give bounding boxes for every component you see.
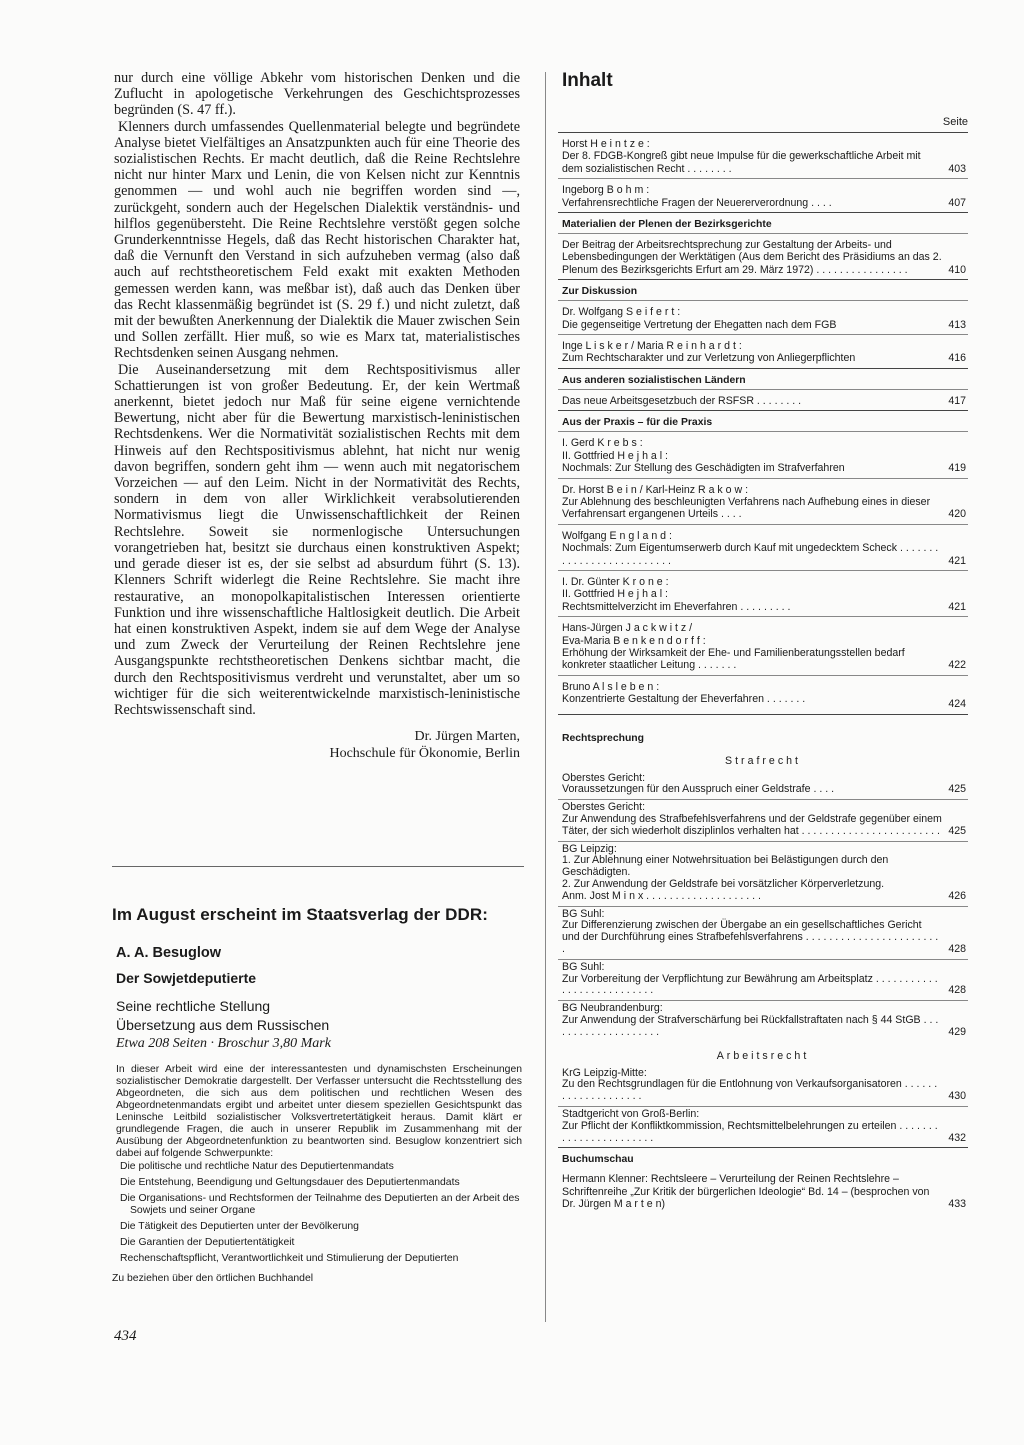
toc-entry-title: Rechtsmittelverzicht im Eheverfahren . . . . . . . . .: [562, 600, 791, 613]
toc-case-court: BG Neubrandenburg:: [562, 1002, 663, 1015]
toc-case-court: Oberstes Gericht:: [562, 801, 646, 814]
toc-entry[interactable]: [558, 616, 968, 675]
toc-entry-page: 433: [948, 1198, 966, 1211]
toc-case-court: BG Leipzig:: [562, 842, 617, 855]
toc-case-court: BG Suhl:: [562, 907, 605, 920]
toc-section-heading: Aus anderen sozialistischen Ländern: [558, 368, 968, 389]
ad-topic: Die Tätigkeit des Deputierten unter der Bevölkerung: [120, 1221, 359, 1232]
review-paragraph: nur durch eine völlige Abkehr vom historischen Denken und die Zuflucht in apologetische Verkehrungen des Geschichtsprozesses begründen (S. 47 ff.).: [114, 70, 520, 119]
toc-entry-author: Horst H e i n t z e :: [562, 138, 650, 150]
toc-entry-page: 403: [948, 162, 966, 175]
toc-entry-page: 424: [948, 698, 966, 711]
ad-book-title: Der Sowjetdeputierte: [116, 970, 257, 986]
toc-entry-author: Bruno A l s l e b e n :: [562, 680, 660, 693]
toc-subsection-heading: Arbeitsrecht: [716, 1049, 810, 1062]
toc-entry-page: 416: [948, 352, 966, 365]
toc-entry[interactable]: [558, 334, 968, 368]
ad-topic: Die Organisations- und Rechtsformen der Teilnahme des Deputierten an der Arbeit des Sowjets und seiner Organe: [120, 1193, 520, 1216]
ad-book-subtitle: Seine rechtliche Stellung: [116, 998, 271, 1014]
toc-case-title: Zu den Rechtsgrundlagen für die Entlohnung von Verkaufsorganisatoren . . . . . . . . . . . . . . . . . . . .: [562, 1078, 938, 1103]
toc-case-title: Zur Anwendung des Strafbefehlsverfahrens und der Geldstrafe gegenüber einem Täter, der sich wiederholt disziplinlos verhalten hat . . . . . . . . . . . . . . . . . . . . . . . .: [562, 812, 942, 837]
toc-entry[interactable]: [558, 300, 968, 334]
toc-entry-title: Konzentrierte Gestaltung der Eheverfahren . . . . . . .: [562, 693, 806, 706]
ad-topic: Die Entstehung, Beendigung und Geltungsdauer des Deputiertenmandats: [120, 1177, 460, 1188]
toc-case-entry[interactable]: [558, 906, 968, 959]
toc-entry-title: Erhöhung der Wirksamkeit der Ehe- und Familienberatungsstellen bedarf konkreter staatlicher Leitung . . . . . . .: [562, 646, 905, 672]
toc-case-title: Zur Pflicht der Konfliktkommission, Rechtsmittelbelehrungen zu erteilen . . . . . . . . . . . . . . . . . . . . . . .: [562, 1119, 938, 1144]
toc-case-title: 1. Zur Ablehnung einer Notwehrsituation bei Belästigungen durch den Geschädigten. 2. Zur Anwendung der Geldstrafe bei vorsätzlicher Körperverletzung. Anm. Jost M i n x . . . . . . . . . . . . . . . . . . . .: [562, 854, 889, 902]
toc-case-court: KrG Leipzig-Mitte:: [562, 1066, 647, 1079]
toc-subsection-heading: Strafrecht: [725, 754, 801, 767]
review-signature: [114, 728, 520, 762]
toc-section-heading: Buchumschau: [558, 1147, 968, 1168]
toc-entry[interactable]: [558, 1168, 968, 1213]
review-text-column: [114, 70, 520, 762]
toc-section-heading: Materialien der Plenen der Bezirksgerichte: [558, 212, 968, 233]
toc-case-court: Oberstes Gericht:: [562, 771, 646, 784]
ad-translation-note: Übersetzung aus dem Russischen: [116, 1017, 330, 1033]
toc-entry-author: I. Dr. Günter K r o n e : II. Gottfried H e j h a l :: [562, 575, 669, 601]
toc-case-title: Zur Vorbereitung der Verpflichtung zur Bewährung am Arbeitsplatz . . . . . . . . . . . . . . . . . . . . . . . . . . .: [562, 972, 938, 997]
toc-entry[interactable]: [558, 570, 968, 616]
toc-section-heading: Zur Diskussion: [558, 279, 968, 300]
toc-entry-author: Dr. Wolfgang S e i f e r t :: [562, 306, 681, 319]
toc-entry[interactable]: [558, 233, 968, 279]
toc-entry-page: 421: [948, 600, 966, 613]
toc-entry-page: 419: [948, 462, 966, 475]
column-divider: [545, 72, 546, 1322]
toc-entry-title: Der Beitrag der Arbeitsrechtsprechung zur Gestaltung der Arbeits- und Lebensbedingungen der Werktätigen (Aus dem Bericht des Präsidiums an das 2. Plenum des Bezirksgerichts Erfurt am 29. März 1972) . . . . . . . . . . . . . . . .: [562, 239, 942, 276]
toc-entry-title: Das neue Arbeitsgesetzbuch der RSFSR . . . . . . . .: [562, 394, 802, 407]
toc-entry-page: 420: [948, 508, 966, 521]
ad-heading: Im August erscheint im Staatsverlag der DDR:: [112, 905, 488, 924]
section-divider: [112, 866, 524, 867]
toc-entry-author: Ingeborg B o h m :: [562, 184, 650, 197]
toc-entry[interactable]: [558, 431, 968, 477]
toc-entry-title: Nochmals: Zum Eigentumserwerb durch Kauf mit ungedecktem Scheck . . . . . . . . . . . . . . . . . . . . . . . . . .: [562, 542, 939, 567]
toc-entry[interactable]: [558, 133, 968, 178]
toc-case-entry[interactable]: [558, 959, 968, 1000]
toc-entry-title: Nochmals: Zur Stellung des Geschädigten im Strafverfahren: [562, 462, 845, 475]
page-number: 434: [114, 1328, 137, 1344]
toc-entry-page: 432: [948, 1131, 966, 1144]
toc-case-entry[interactable]: [558, 771, 968, 800]
table-of-contents: [558, 70, 968, 1214]
toc-entry-title: Zur Ablehnung des beschleunigten Verfahrens nach Aufhebung eines in dieser Verfahrensart ergangenen Urteils . . . .: [562, 495, 931, 521]
ad-description: In dieser Arbeit wird eine der interessantesten und dynamischsten Erscheinungen sozialistischer Demokratie dargestellt. Der Verfasser untersucht die Rechtsstellung des Abgeordneten, die sich aus dem politischen und rechtlichen Wesen des Abgeordnetenmandats ergibt und arbeitet unter diesem speziellen Gesichtspunkt das Leninsche Leitbild sozialistischer Volksvertretertätigkeit heraus. Damit klärt er grundlegende Fragen, die auch in unserer Republik im Zusammenhang mit der Ausübung der Abgeordnetenfunktion zu beantworten sind. Besuglow konzentriert sich dabei auf folgende Schwerpunkte:: [116, 1064, 522, 1159]
toc-entry-page: 425: [948, 824, 966, 837]
toc-entry-page: 422: [948, 659, 966, 672]
toc-heading: Inhalt: [562, 70, 613, 91]
toc-case-court: BG Suhl:: [562, 960, 605, 973]
ad-topic-list: [112, 1161, 522, 1265]
toc-section-heading: Aus der Praxis – für die Praxis: [558, 410, 968, 431]
toc-entry-page: 429: [948, 1025, 966, 1038]
toc-entry[interactable]: [558, 178, 968, 212]
toc-case-entry[interactable]: [558, 1106, 968, 1147]
review-paragraph: Die Auseinandersetzung mit dem Rechtspositivismus aller Schattierungen ist von großer Bedeutung. Er, der kein Wertmaß anerkennt, bietet jedoch nur Maß für seine eigene vernichtende Bewertung, nicht aber für die Bewertung marxistisch-leninistischen Rechtsdenkens. Wer die Normativität sozialistischen Rechts mit dem Hinweis auf den Rechtspositivismus ablehnt, hat nicht nur wenig davon begriffen, sondern geht ihm — wenn auch mit negatorischem Vorzeichen — auf den Leim. Nicht in der Normativität des Rechts, sondern in dem von aller Wirklichkeit verabsolutierenden Normativismus liegt die Unwissenschaftlichkeit der Reinen Rechtslehre. Soweit sie normenlogische Untersuchungen vorangetrieben hat, besitzt sie durchaus einen konstruktiven Aspekt; und gerade dieser ist es, der sie selbst ad absurdum führt (S. 13). Klenners Schrift widerlegt die Reine Rechtslehre. Sie macht ihre restaurative, an monopolkapitalistischen Interessen orientierte Funktion und ihre wissenschaftliche Haltlosigkeit deutlich. Die Arbeit hat einen konstruktiven Aspekt, indem sie auf dem Wege der Analyse und zum Zweck der Verurteilung der Reinen Rechtslehre jene Ausgangspunkte rechtstheoretischen Denkens sichtbar macht, die durch den Rechtspositivismus verdreht und verunstaltet, aber um so wichtiger für die sich weiterentwickelnde marxistisch-leninistische Rechtswissenschaft sind.: [114, 361, 520, 718]
toc-entry-author: Dr. Horst B e i n / Karl-Heinz R a k o w :: [562, 483, 749, 496]
toc-case-title: Voraussetzungen für den Ausspruch einer Geldstrafe . . . .: [562, 783, 835, 796]
toc-entry-author: Inge L i s k e r / Maria R e i n h a r d t :: [562, 340, 742, 353]
toc-case-entry[interactable]: [558, 799, 968, 840]
toc-entry-page: 425: [948, 783, 966, 796]
review-paragraph: Klenners durch umfassendes Quellenmaterial belegte und begründete Analyse bietet Vielfältiges an Ansatzpunkten auch für eine Theorie des sozialistischen Rechts. Er macht deutlich, daß die Reine Rechtslehre nicht nur hinter Marx und Lenin, die von Kelsen nicht zur Kenntnis genommen — und wohl auch nie begriffen worden sind —, zurückgeht, sondern auch der Hegelschen Dialektik verständnis- und hilflos gegenübersteht. Die Reine Rechtslehre verstößt gegen solche Grunderkenntnisse Hegels, daß das Recht historischen Charakter hat, daß die Vernunft den Verstand in sich aufzuheben vermag (also daß auch auf rechtstheoretischem Feld exakt mit exakten Methoden gemessen werden kann, was meßbar ist), daß auch das Denken über das Recht klassenmäßig begründet ist (S. 29 f.) und nicht zuletzt, daß mit der bewußten Anerkennung der Dialektik die Mauer zwischen Sein und Sollen zerfällt. Hier muß, so wie es Marx tat, materialistisches Rechtsdenken seinen Ausgang nehmen.: [114, 118, 520, 362]
toc-entry-page: 428: [948, 984, 966, 997]
publisher-advertisement: [112, 905, 522, 1284]
toc-entry-page: 413: [948, 318, 966, 331]
toc-entry[interactable]: [558, 524, 968, 570]
toc-case-entry[interactable]: [558, 1066, 968, 1106]
toc-entry[interactable]: [558, 389, 968, 410]
ad-topic: Rechenschaftspflicht, Verantwortlichkeit und Stimulierung der Deputierten: [120, 1253, 459, 1264]
toc-entry-page: 426: [948, 889, 966, 902]
toc-entry-page: 410: [948, 263, 966, 276]
toc-entry-page: 421: [948, 554, 966, 567]
ad-topic: Die Garantien der Deputiertentätigkeit: [120, 1237, 295, 1248]
toc-entry-author: Hans-Jürgen J a c k w i t z / Eva-Maria B e n k e n d o r f f :: [562, 622, 706, 647]
signature-name: Dr. Jürgen Marten,: [414, 729, 520, 745]
toc-entry-title: Verfahrensrechtliche Fragen der Neuererverordnung . . . .: [562, 196, 832, 209]
ad-order-note: Zu beziehen über den örtlichen Buchhandel: [112, 1273, 314, 1284]
toc-entry[interactable]: [558, 478, 968, 524]
toc-page-column-label: Seite: [942, 116, 968, 128]
toc-case-title: Zur Anwendung der Strafverschärfung bei Rückfallstraftaten nach § 44 StGB . . . . . . . . . . . . . . . . . . . .: [562, 1013, 939, 1038]
toc-case-court: Stadtgericht von Groß-Berlin:: [562, 1107, 700, 1120]
toc-entry-author: I. Gerd K r e b s : II. Gottfried H e j h a l :: [562, 437, 668, 462]
toc-top-entries: [558, 132, 968, 212]
toc-entry-title: Zum Rechtscharakter und zur Verletzung von Anliegerpflichten: [562, 352, 856, 365]
toc-case-entry[interactable]: [558, 841, 968, 906]
signature-affiliation: Hochschule für Ökonomie, Berlin: [329, 746, 520, 762]
toc-entry-page: 417: [948, 394, 966, 407]
ad-book-author: A. A. Besuglow: [116, 945, 221, 961]
toc-entry[interactable]: [558, 675, 968, 715]
ad-topic: Die politische und rechtliche Natur des Deputiertenmandats: [120, 1161, 394, 1172]
toc-entry-page: 428: [948, 942, 966, 955]
toc-entry-page: 430: [948, 1090, 966, 1103]
toc-entry-title: Der 8. FDGB-Kongreß gibt neue Impulse für die gewerkschaftliche Arbeit mit dem sozialistischen Recht . . . . . . . .: [562, 150, 921, 175]
toc-entry-author: Wolfgang E n g l a n d :: [562, 529, 672, 542]
toc-entry-title: Hermann Klenner: Rechtsleere – Verurteilung der Reinen Rechtslehre – Schriftenreihe „Zur Kritik der bürgerlichen Ideologie“ Bd. 14 – (besprochen von Dr. Jürgen M a r t e n): [562, 1173, 930, 1211]
toc-section-heading: Rechtsprechung: [562, 732, 644, 744]
toc-entry-page: 407: [948, 196, 966, 209]
toc-entry-title: Die gegenseitige Vertretung der Ehegatten nach dem FGB: [562, 318, 837, 331]
ad-book-details: Etwa 208 Seiten · Broschur 3,80 Mark: [116, 1036, 331, 1051]
toc-case-entry[interactable]: [558, 1000, 968, 1041]
toc-case-title: Zur Differenzierung zwischen der Übergabe an ein gesellschaftliches Gericht und der Durchführung eines Strafbefehlsverfahrens . . . . . . . . . . . . . . . . . . . . . . . .: [562, 919, 939, 955]
